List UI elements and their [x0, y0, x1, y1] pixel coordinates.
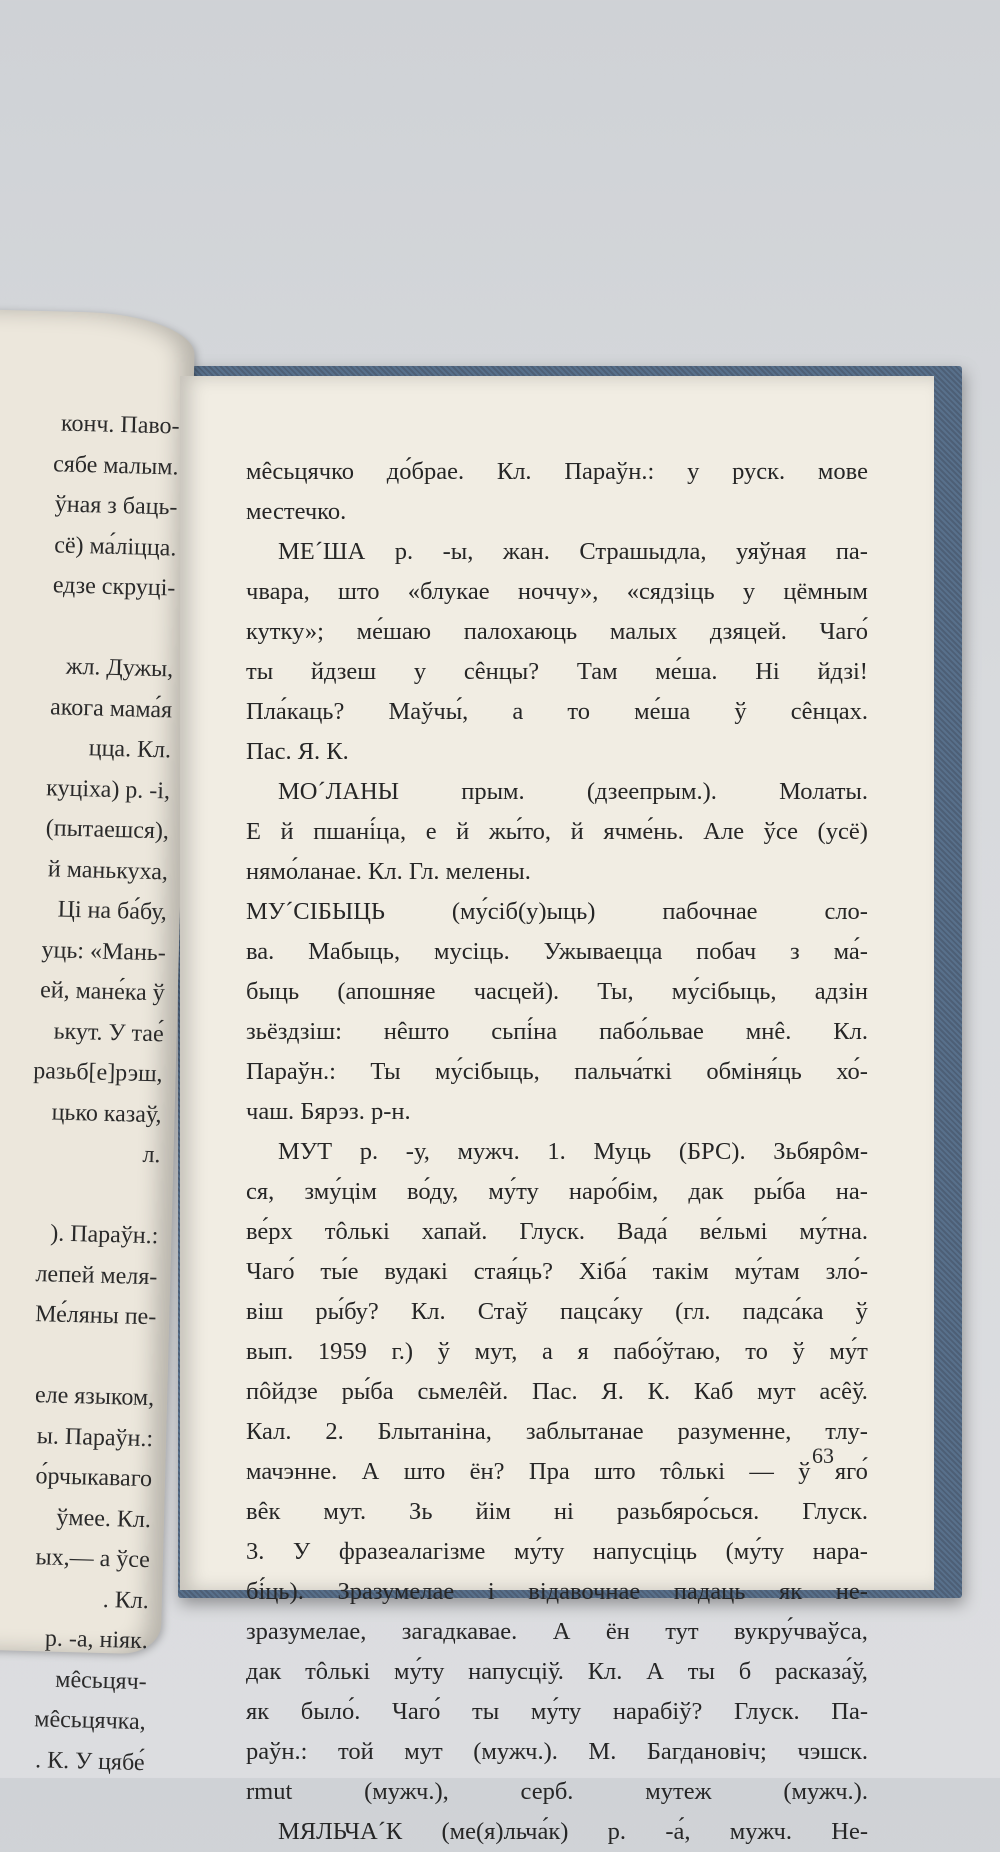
left-text-line: й манькуха, — [47, 855, 169, 885]
text-line: нямо́ланае. Кл. Гл. мелены. — [246, 858, 531, 885]
left-text-line: уць: «Мань- — [41, 936, 167, 966]
text-line: Кал. 2. Блытаніна, заблытанае разуменне, тлу- — [246, 1418, 868, 1445]
text-line: МО´ЛАНЫ прым. (дзеепрым.). Молаты. — [278, 778, 868, 805]
text-line: як было́. Чаго́ ты му́ту нарабіў? Глуск. Па- — [246, 1698, 868, 1725]
left-text-line — [0, 1170, 160, 1216]
left-text-line: цца. Кл. — [88, 735, 172, 764]
text-line: мачэнне. А што ён? Пра што тôлькі — ў яго́ — [246, 1458, 868, 1485]
text-line: зьёздзіш: нêшто сьпі́на пабо́львае мнê. Кл. — [246, 1018, 868, 1045]
left-text-line: жл. Дужы, — [65, 653, 174, 683]
left-text-line: л. — [142, 1141, 161, 1169]
left-text-line: мêсьцяч- — [55, 1666, 148, 1695]
left-text-line: конч. Паво- — [60, 410, 180, 440]
text-line: rmut (мужч.), серб. мутеж (мужч.). — [246, 1778, 868, 1805]
left-text-line: ). Параўн.: — [49, 1220, 159, 1250]
left-text-line: ўмее. Кл. — [56, 1504, 152, 1533]
left-text-line: едзе скруці- — [52, 572, 176, 602]
left-text-line: сё) ма́ліцца. — [53, 531, 177, 562]
text-line: ся, зму́цім во́ду, му́ту наро́бім, дак ры́ба на- — [246, 1178, 868, 1205]
left-text-line — [0, 604, 175, 650]
left-text-line: ькут. У тае́ — [53, 1017, 165, 1047]
text-line: Пла́каць? Маўчы́, а то ме́ша ў сêнцах. — [246, 698, 868, 725]
left-text-line — [0, 1332, 156, 1378]
left-page-text — [0, 401, 180, 1783]
left-text-line: ей, мане́ка ў — [39, 977, 166, 1007]
left-text-line: еле языком, — [34, 1382, 155, 1412]
left-text-line: . К. У цябе́ — [34, 1746, 145, 1776]
text-line: вып. 1959 г.) ў мут, а я пабо́ўтаю, то ў му́т — [246, 1338, 868, 1365]
left-text-line: о́рчыкаваго — [35, 1463, 153, 1493]
text-line: МЕ´ША р. -ы, жан. Страшыдла, уяўная па- — [278, 538, 868, 565]
text-line: местечко. — [246, 498, 347, 525]
left-text-line: ўная з баць- — [54, 491, 178, 521]
text-line: Параўн.: Ты му́сібыць, пальча́ткі обміня́ць хо́- — [246, 1058, 868, 1085]
left-text-line: мêсьцячка, — [34, 1706, 146, 1736]
text-line: Чаго́ ты́е вудакі стая́ць? Хіба́ такім му́там зло́- — [246, 1258, 868, 1285]
text-line: ты йдзеш у сêнцы? Там ме́ша. Ні йдзі! — [246, 658, 868, 685]
text-line: віш ры́бу? Кл. Стаў пацса́ку (гл. падса́ка ў — [246, 1298, 868, 1325]
left-page — [0, 310, 196, 1776]
text-line: зразумелае, загадкавае. А ён тут вукру́чваўса, — [246, 1618, 868, 1645]
left-text-line: Ці на ба́бу, — [57, 896, 168, 926]
left-text-line: куціха) р. -і, — [45, 774, 171, 804]
left-text-line: цько казаў, — [51, 1098, 162, 1128]
left-text-line: сябе малым. — [52, 450, 179, 481]
text-line: МУ´СІБЫЦЬ (му́сіб(у)ыць) пабочнае сло- — [246, 898, 868, 925]
text-line: Е й пшані́ца, е й жы́то, й ячме́нь. Але ўсе (усё) — [246, 818, 868, 845]
text-line: пôйдзе ры́ба сьмелêй. Пас. Я. К. Каб мут асêў. — [246, 1378, 868, 1405]
left-text-line: лепей меля- — [35, 1260, 158, 1290]
left-text-line: акога мама́я — [49, 693, 173, 723]
text-line: быць (апошняе часцей). Ты, му́сібыць, адзін — [246, 978, 868, 1005]
text-line: вêк мут. Зь йім ні разьбяро́сься. Глуск. — [246, 1498, 868, 1525]
left-text-line: ы. Параўн.: — [36, 1422, 154, 1452]
left-text-line: (пытаешся), — [45, 815, 170, 845]
text-line: 3. У фразеалагізме му́ту напусціць (му́ту нара- — [246, 1538, 868, 1565]
text-line: раўн.: той мут (мужч.). М. Багдановіч; чэшск. — [246, 1738, 868, 1765]
text-line: чвара, што «блукае ноччу», «сядзіць у цёмным — [246, 578, 868, 605]
text-line: чаш. Бярэз. р-н. — [246, 1098, 411, 1125]
right-page-text — [246, 452, 868, 1852]
left-text-line: р. -а, ніяк. — [44, 1625, 149, 1655]
left-text-line: разьб[е]рэш, — [33, 1057, 163, 1088]
left-text-line: Ме́ляны пе- — [34, 1301, 157, 1331]
left-text-line: . Кл. — [102, 1586, 150, 1614]
text-line: Пас. Я. К. — [246, 738, 349, 765]
text-line: ве́рх тôлькі хапай. Глуск. Вада́ ве́льмі му́тна. — [246, 1218, 868, 1245]
left-text-line: ых,— а ўсе — [35, 1544, 151, 1574]
text-line: МЯЛЬЧА´К (ме(я)льча́к) р. -а́, мужч. Не- — [278, 1818, 868, 1845]
text-line: дак тôлькі му́ту напусціў. Кл. А ты б расказа́ў, — [246, 1658, 868, 1685]
text-line: кутку»; ме́шаю палохаюць малых дзяцей. Чаго́ — [246, 618, 868, 645]
text-line: бі́ць). Зразумелае і відавочнае падаць як не- — [246, 1578, 868, 1605]
text-line: МУТ р. -у, мужч. 1. Муць (БРС). Зьбярôм- — [278, 1138, 868, 1165]
text-line: ва. Мабыць, мусіць. Ужываецца побач з ма́- — [246, 938, 868, 965]
text-line: мêсьцячко до́брае. Кл. Параўн.: у руск. мове — [246, 458, 868, 485]
page-number: 63 — [812, 1443, 834, 1468]
